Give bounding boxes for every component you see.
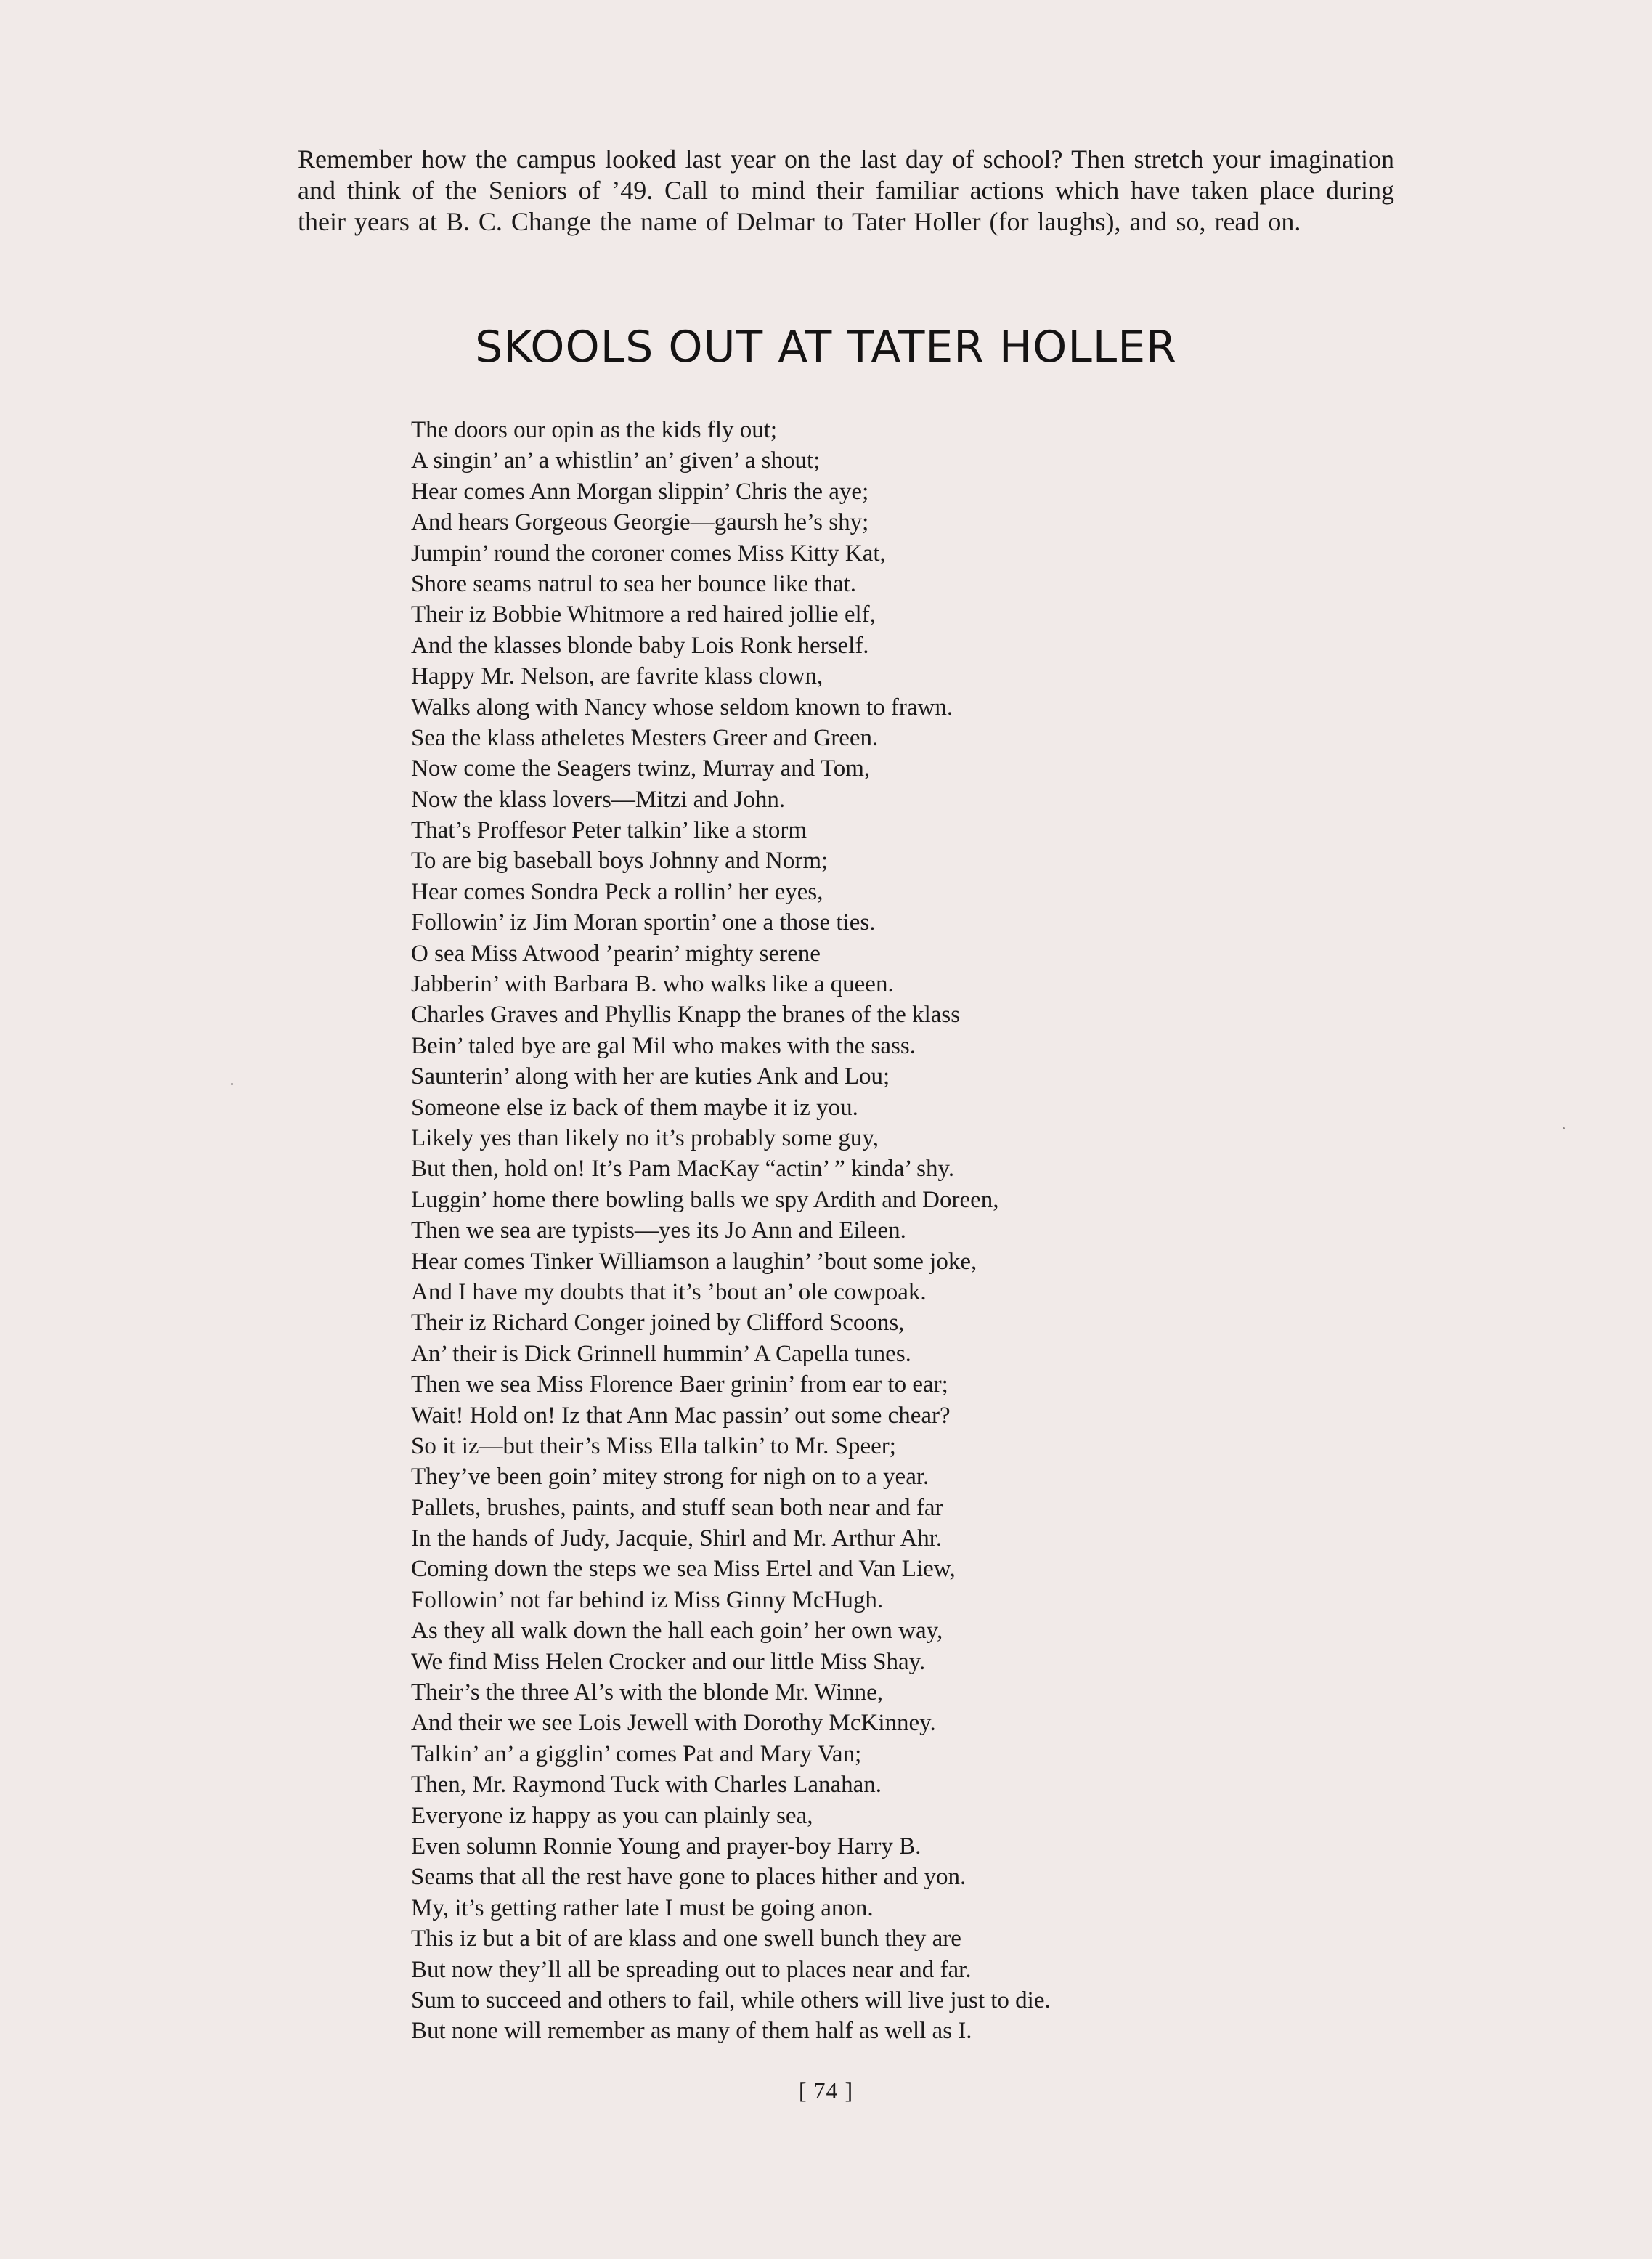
poem-line: And their we see Lois Jewell with Dorothy McKinney. <box>411 1710 936 1737</box>
poem-line: A singin’ an’ a whistlin’ an’ given’ a shout; <box>411 447 821 474</box>
poem-line: But now they’ll all be spreading out to places near and far. <box>411 1956 972 1983</box>
poem-line: Charles Graves and Phyllis Knapp the branes of the klass <box>411 1002 961 1029</box>
poem-line: That’s Proffesor Peter talkin’ like a storm <box>411 817 807 844</box>
poem-line: Luggin’ home there bowling balls we spy Ardith and Doreen, <box>411 1186 999 1213</box>
poem-line: Happy Mr. Nelson, are favrite klass clown, <box>411 663 823 690</box>
poem-line: Then, Mr. Raymond Tuck with Charles Lanahan. <box>411 1772 882 1798</box>
poem-line: Now the klass lovers—Mitzi and John. <box>411 786 786 813</box>
poem-line: So it iz—but their’s Miss Ella talkin’ to Mr. Speer; <box>411 1432 896 1459</box>
poem-line: Sum to succeed and others to fail, while others will live just to die. <box>411 1987 1051 2013</box>
paper-speck <box>231 1083 233 1085</box>
poem-line: Now come the Seagers twinz, Murray and Tom, <box>411 755 871 782</box>
poem-line: Pallets, brushes, paints, and stuff sean both near and far <box>411 1494 943 1521</box>
poem-line: And I have my doubts that it’s ’bout an’ ole cowpoak. <box>411 1278 927 1305</box>
poem-line: But none will remember as many of them half as well as I. <box>411 2018 972 2045</box>
poem-line: Hear comes Sondra Peck a rollin’ her eyes, <box>411 878 823 905</box>
poem-line: Likely yes than likely no it’s probably some guy, <box>411 1124 879 1151</box>
poem-line: An’ their is Dick Grinnell hummin’ A Capella tunes. <box>411 1340 911 1367</box>
poem-line: Sea the klass atheletes Mesters Greer and Green. <box>411 724 879 751</box>
poem-line: Someone else iz back of them maybe it iz you. <box>411 1094 858 1121</box>
poem-line: Their’s the three Al’s with the blonde Mr. Winne, <box>411 1679 884 1706</box>
poem-line: But then, hold on! It’s Pam MacKay “actin’ ” kinda’ shy. <box>411 1156 955 1183</box>
poem-line: Wait! Hold on! Iz that Ann Mac passin’ out some chear? <box>411 1402 951 1429</box>
poem-line: And hears Gorgeous Georgie—gaursh he’s shy; <box>411 509 869 536</box>
poem-line: Talkin’ an’ a gigglin’ comes Pat and Mary Van; <box>411 1740 862 1767</box>
poem-line: Then we sea Miss Florence Baer grinin’ from ear to ear; <box>411 1371 948 1398</box>
poem-body <box>411 415 1051 2047</box>
poem-line: The doors our opin as the kids fly out; <box>411 417 778 443</box>
poem-line: Hear comes Ann Morgan slippin’ Chris the aye; <box>411 478 869 505</box>
poem-line: Followin’ iz Jim Moran sportin’ one a those ties. <box>411 909 876 936</box>
poem-line: Bein’ taled bye are gal Mil who makes with the sass. <box>411 1032 916 1059</box>
poem-line: They’ve been goin’ mitey strong for nigh on to a year. <box>411 1464 929 1491</box>
poem-line: Their iz Bobbie Whitmore a red haired jollie elf, <box>411 601 876 628</box>
poem-line: Saunterin’ along with her are kuties Ank and Lou; <box>411 1063 890 1090</box>
poem-line: Jumpin’ round the coroner comes Miss Kitty Kat, <box>411 540 886 567</box>
poem-line: Seams that all the rest have gone to places hither and yon. <box>411 1864 967 1891</box>
poem-line: Jabberin’ with Barbara B. who walks like a queen. <box>411 971 894 998</box>
poem-line: My, it’s getting rather late I must be going anon. <box>411 1894 874 1921</box>
poem-line: This iz but a bit of are klass and one swell bunch they are <box>411 1926 961 1952</box>
poem-line: Coming down the steps we sea Miss Ertel and Van Liew, <box>411 1556 956 1583</box>
poem-line: Shore seams natrul to sea her bounce like that. <box>411 570 857 597</box>
page-number: [ 74 ] <box>798 2077 854 2104</box>
poem-line: In the hands of Judy, Jacquie, Shirl and Mr. Arthur Ahr. <box>411 1525 943 1552</box>
poem-line: Their iz Richard Conger joined by Clifford Scoons, <box>411 1310 905 1337</box>
poem-line: Walks along with Nancy whose seldom known to frawn. <box>411 694 953 721</box>
poem-line: As they all walk down the hall each goin’ her own way, <box>411 1618 943 1644</box>
poem-line: Even solumn Ronnie Young and prayer-boy Harry B. <box>411 1833 921 1859</box>
poem-line: Then we sea are typists—yes its Jo Ann and Eileen. <box>411 1217 906 1244</box>
paper-speck <box>1563 1127 1565 1130</box>
intro-paragraph: Remember how the campus looked last year on the last day of school? Then stretch your imagination and think of the Seniors of ’49. Call to mind their familiar actions which have taken place during their years at B. C. Change the name of Delmar to Tater Holler (for laughs), and so, read on. <box>298 145 1394 236</box>
poem-line: And the klasses blonde baby Lois Ronk herself. <box>411 632 869 659</box>
poem-line: Hear comes Tinker Williamson a laughin’ ’bout some joke, <box>411 1248 977 1275</box>
poem-line: O sea Miss Atwood ’pearin’ mighty serene <box>411 940 821 967</box>
poem-line: Everyone iz happy as you can plainly sea, <box>411 1802 813 1829</box>
poem-line: We find Miss Helen Crocker and our little Miss Shay. <box>411 1648 926 1675</box>
poem-line: To are big baseball boys Johnny and Norm; <box>411 848 829 875</box>
poem-line: Followin’ not far behind iz Miss Ginny McHugh. <box>411 1586 884 1613</box>
poem-title: SKOOLS OUT AT TATER HOLLER <box>475 322 1177 373</box>
